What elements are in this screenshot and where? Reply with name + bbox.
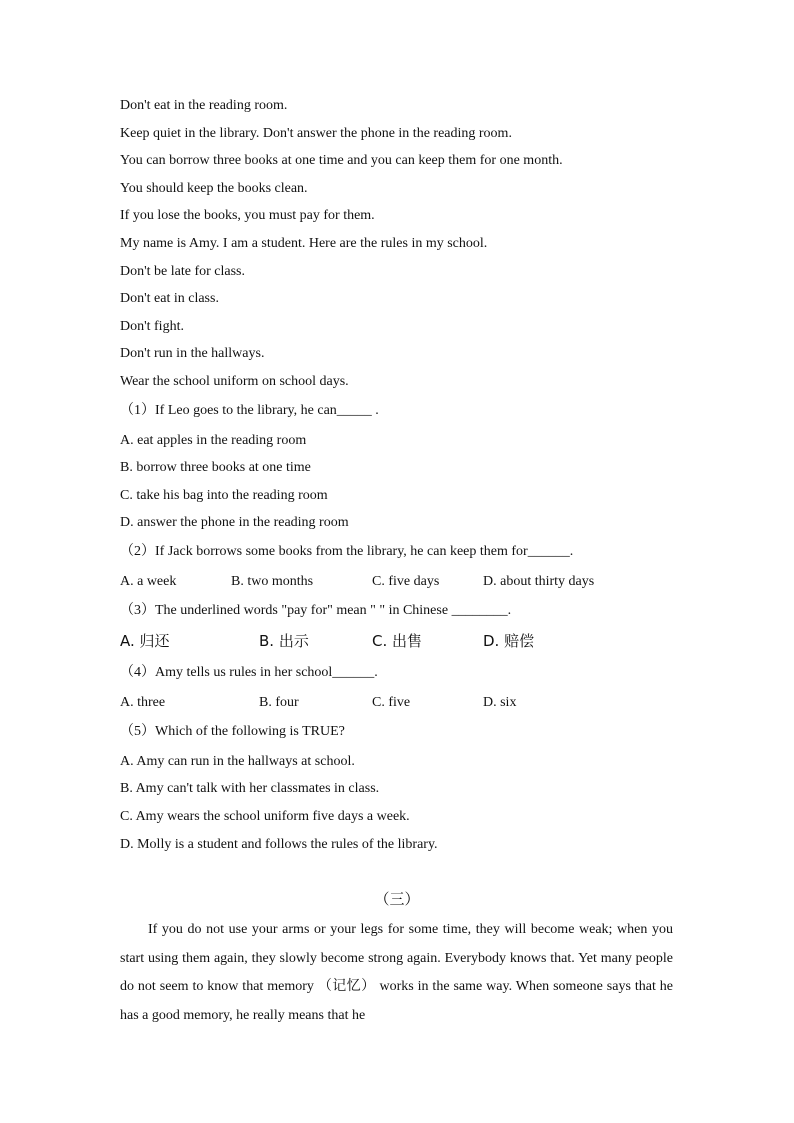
question-5-option-d: D. Molly is a student and follows the rules of the library. — [120, 837, 438, 852]
question-3-stem: （3）The underlined words "pay for" mean " " in Chinese ________. — [120, 603, 512, 618]
question-5-option-a: A. Amy can run in the hallways at school. — [120, 754, 355, 769]
text-line: Wear the school uniform on school days. — [120, 374, 349, 389]
text-line: Don't run in the hallways. — [120, 346, 265, 361]
question-4-stem: （4）Amy tells us rules in her school______. — [120, 665, 378, 680]
text-line: Keep quiet in the library. Don't answer the phone in the reading room. — [120, 126, 512, 141]
question-2-stem: （2）If Jack borrows some books from the library, he can keep them for______. — [120, 544, 574, 559]
text-line: Don't fight. — [120, 319, 184, 334]
text-line: You should keep the books clean. — [120, 181, 308, 196]
text-line: Don't eat in the reading room. — [120, 98, 288, 113]
question-3-option-b: B. 出示 — [259, 632, 309, 650]
question-3-option-d: D. 赔偿 — [483, 632, 535, 650]
question-5-option-b: B. Amy can't talk with her classmates in class. — [120, 781, 380, 796]
text-line: Don't be late for class. — [120, 264, 245, 279]
question-2-option-a: A. a week — [120, 574, 177, 589]
section-heading: （三） — [374, 890, 420, 908]
question-2-option-c: C. five days — [372, 574, 440, 589]
question-5-option-c: C. Amy wears the school uniform five days a week. — [120, 809, 410, 824]
text-line: You can borrow three books at one time and you can keep them for one month. — [120, 153, 563, 168]
text-line: If you lose the books, you must pay for them. — [120, 208, 375, 223]
question-2-options — [120, 573, 680, 591]
question-3-options — [120, 632, 680, 650]
question-4-option-c: C. five — [372, 695, 411, 710]
passage-paragraph: If you do not use your arms or your legs for some time, they will become weak; when you start using them again, they slowly become strong again. Everybody knows that. Yet many people do not seem to know that memory （记忆） works in the same way. When someone says that he has a good memory, he really means that he — [120, 922, 673, 1023]
text-line: My name is Amy. I am a student. Here are the rules in my school. — [120, 236, 488, 251]
question-1-option-b: B. borrow three books at one time — [120, 460, 311, 475]
question-4-options — [120, 694, 680, 712]
question-4-option-a: A. three — [120, 695, 166, 710]
question-1-option-a: A. eat apples in the reading room — [120, 433, 307, 448]
question-3-option-c: C. 出售 — [372, 632, 423, 650]
question-5-stem: （5）Which of the following is TRUE? — [120, 724, 345, 739]
question-1-stem: （1）If Leo goes to the library, he can_____ . — [120, 403, 379, 418]
question-2-option-d: D. about thirty days — [483, 574, 595, 589]
question-1-option-c: C. take his bag into the reading room — [120, 488, 328, 503]
text-line: Don't eat in class. — [120, 291, 219, 306]
question-4-option-b: B. four — [259, 695, 299, 710]
question-4-option-d: D. six — [483, 695, 517, 710]
question-2-option-b: B. two months — [231, 574, 314, 589]
question-3-option-a: A. 归还 — [120, 632, 170, 650]
question-1-option-d: D. answer the phone in the reading room — [120, 515, 349, 530]
